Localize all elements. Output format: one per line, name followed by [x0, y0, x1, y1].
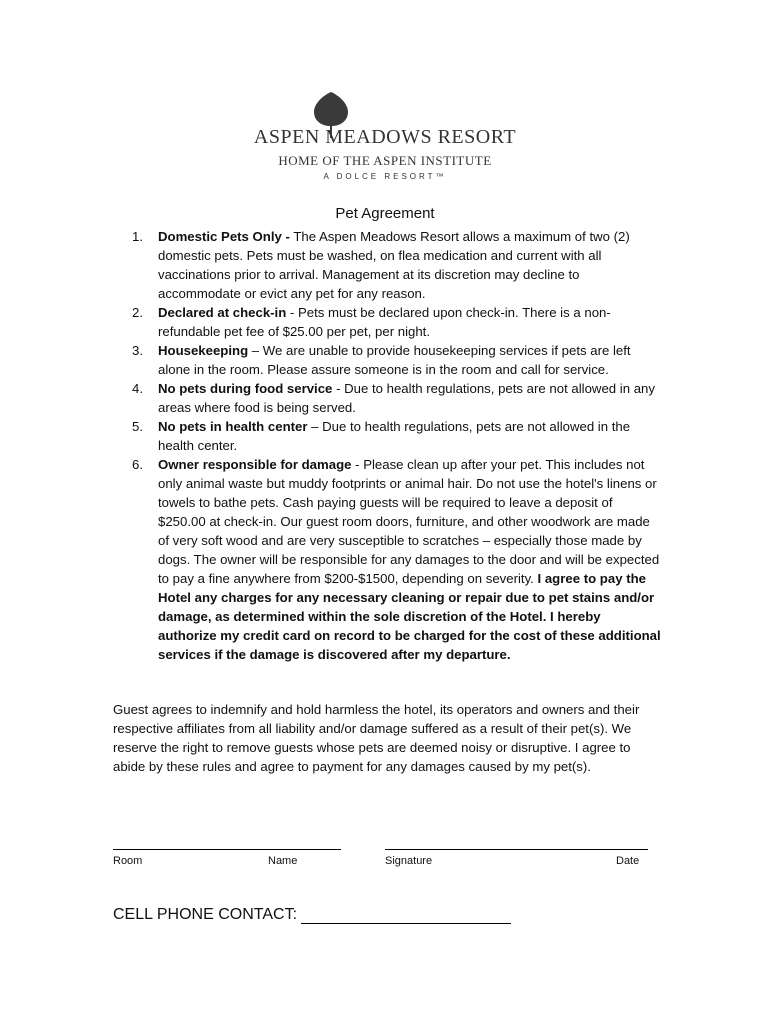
cell-phone-blank[interactable]: [301, 907, 511, 924]
cell-phone-contact: [113, 906, 511, 924]
brand-name: ASPEN MEADOWS RESORT: [253, 126, 517, 148]
resort-logo: [0, 90, 770, 185]
rule-number: 4.: [132, 381, 143, 396]
rule-heading: Declared at check-in: [158, 305, 287, 320]
date-label: Date: [616, 855, 640, 867]
room-label: Room: [113, 855, 143, 867]
rule-number: 5.: [132, 419, 143, 434]
rule-text: – Due to health regulations, pets are not allowed in the health center.: [158, 419, 631, 453]
rule-item: [132, 455, 662, 664]
rule-text: - Pets must be declared upon check-in. There is a non-refundable pet fee of $25.00 per pet, per night.: [158, 305, 611, 339]
rule-heading: Owner responsible for damage: [158, 457, 352, 472]
rule-number: 6.: [132, 457, 143, 472]
rule-item: [132, 379, 662, 417]
rule-text: - Due to health regulations, pets are not allowed in any areas where food is being served.: [158, 381, 655, 415]
brand-tagline: A DOLCE RESORT™: [323, 172, 447, 181]
rules-list: [132, 227, 662, 664]
signature-label: Signature: [385, 855, 433, 867]
rule-text: The Aspen Meadows Resort allows a maximum of two (2) domestic pets. Pets must be washed, on flea medication and current with all vaccinations prior to arrival. Management at its discretion may decline to accommodate or evict any pet for any reason.: [158, 229, 630, 301]
signature-date-line[interactable]: [385, 849, 648, 850]
page-title: Pet Agreement: [335, 205, 435, 222]
rule-item: [132, 303, 662, 341]
room-name-line[interactable]: [113, 849, 341, 850]
name-label: Name: [268, 855, 298, 867]
rule-number: 3.: [132, 343, 143, 358]
rule-number: 1.: [132, 229, 143, 244]
rule-heading: No pets during food service: [158, 381, 333, 396]
brand-subtitle: HOME OF THE ASPEN INSTITUTE: [278, 153, 492, 168]
rule-item: [132, 227, 662, 303]
rule-heading: No pets in health center: [158, 419, 308, 434]
rule-heading: Domestic Pets Only -: [158, 229, 290, 244]
rule-text: – We are unable to provide housekeeping services if pets are left alone in the room. Please assure someone is in the room and call for service.: [158, 343, 631, 377]
rule-item: [132, 417, 662, 455]
rule-heading: Housekeeping: [158, 343, 249, 358]
rule-number: 2.: [132, 305, 143, 320]
indemnity-paragraph: Guest agrees to indemnify and hold harmless the hotel, its operators and owners and their respective affiliates from all liability and/or damage suffered as a result of their pet(s). We reserve the right to remove guests whose pets are deemed noisy or disruptive. I agree to abide by these rules and agree to payment for any damages caused by my pet(s).: [113, 702, 640, 774]
rule-text: - Please clean up after your pet. This includes not only animal waste but muddy footprints or animal hair. Do not use the hotel's linens or towels to bathe pets. Cash paying guests will be required to leave a deposit of $250.00 at check-in. Our guest room doors, furniture, and other woodwork are made of very soft wood and are very susceptible to scratches – especially those made by dogs. The owner will be responsible for any damages to the door and will be expected to pay a fine anywhere from $200-$1500, depending on severity.: [158, 457, 660, 586]
rule-item: [132, 341, 662, 379]
rule-bold-agreement: I agree to pay the Hotel any charges for any necessary cleaning or repair due to pet stains and/or damage, as determined within the sole discretion of the Hotel. I hereby authorize my credit card on record to be charged for the cost of these additional services if the damage is discovered after my departure.: [158, 571, 661, 662]
cell-phone-label: CELL PHONE CONTACT:: [113, 906, 298, 923]
